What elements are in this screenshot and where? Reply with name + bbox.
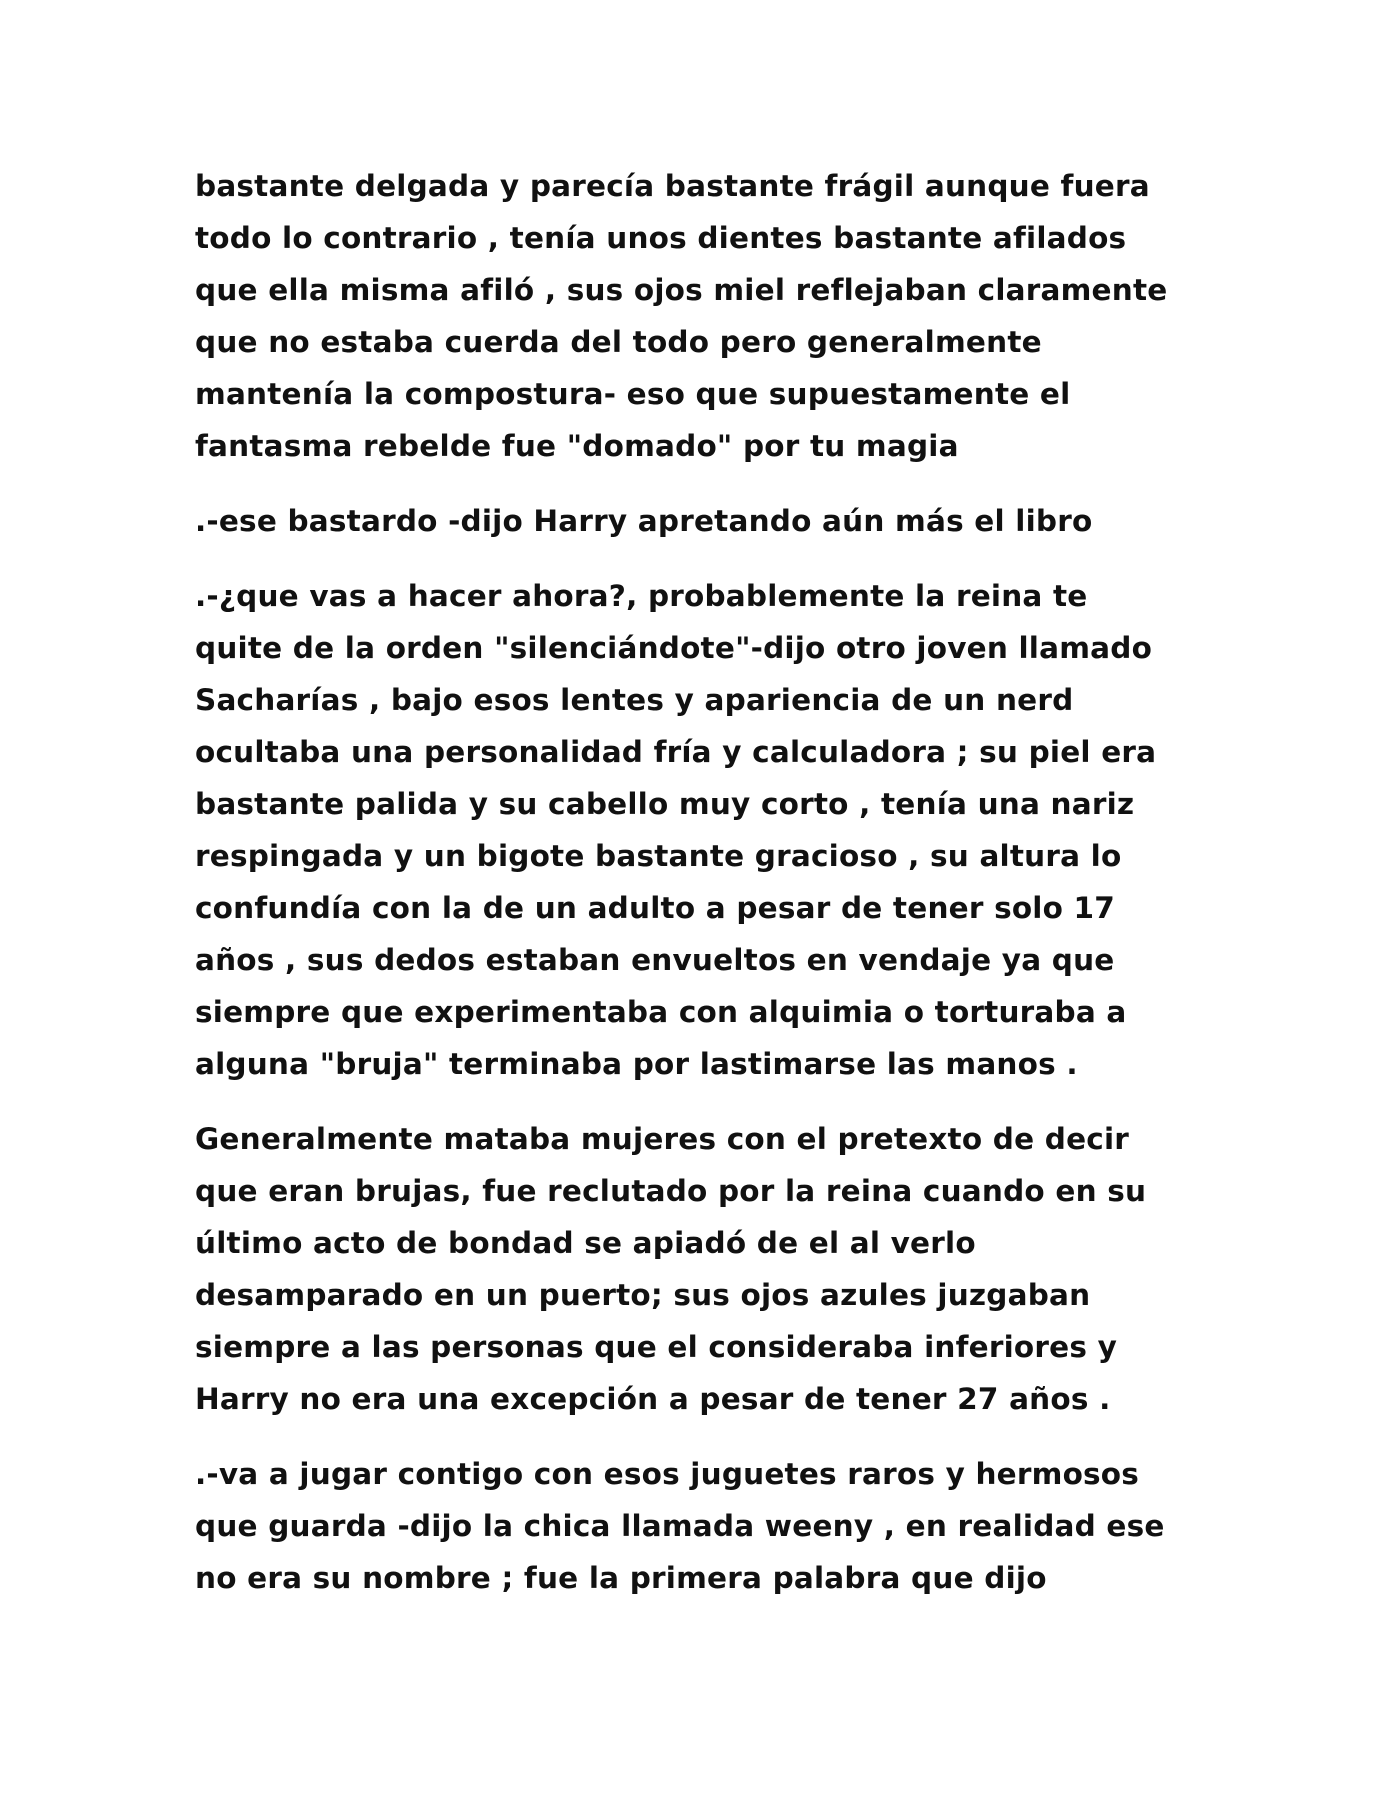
text-line: que ella misma afiló , sus ojos miel reflejaban claramente [195,273,1168,307]
text-line: .-¿que vas a hacer ahora?, probablemente la reina te [195,579,1088,613]
text-line: Harry no era una excepción a pesar de tener 27 años . [195,1382,1111,1416]
text-line: .-ese bastardo -dijo Harry apretando aún más el libro [195,504,1093,538]
text-line: bastante palida y su cabello muy corto , tenía una nariz [195,787,1135,821]
text-line: bastante delgada y parecía bastante frágil aunque fuera [195,169,1150,203]
text-line: desamparado en un puerto; sus ojos azules juzgaban [195,1278,1091,1312]
text-line: que eran brujas, fue reclutado por la reina cuando en su [195,1174,1147,1208]
text-line: que guarda -dijo la chica llamada weeny , en realidad ese [195,1509,1165,1543]
paragraph-5 [195,1448,1235,1604]
paragraph-2 [195,495,1235,547]
text-line: no era su nombre ; fue la primera palabra que dijo [195,1561,1047,1595]
text-line: mantenía la compostura- eso que supuestamente el [195,377,1071,411]
text-line: quite de la orden "silenciándote"-dijo otro joven llamado [195,631,1153,665]
text-line: último acto de bondad se apiadó de el al verlo [195,1226,976,1260]
text-line: confundía con la de un adulto a pesar de tener solo 17 [195,891,1115,925]
paragraph-1 [195,160,1235,472]
text-line: Generalmente mataba mujeres con el pretexto de decir [195,1122,1130,1156]
text-line: ocultaba una personalidad fría y calculadora ; su piel era [195,735,1157,769]
text-line: .-va a jugar contigo con esos juguetes raros y hermosos [195,1457,1140,1491]
text-line: que no estaba cuerda del todo pero generalmente [195,325,1042,359]
text-line: fantasma rebelde fue "domado" por tu magia [195,429,959,463]
text-line: años , sus dedos estaban envueltos en vendaje ya que [195,943,1115,977]
text-line: siempre a las personas que el consideraba inferiores y [195,1330,1118,1364]
text-line: alguna "bruja" terminaba por lastimarse las manos . [195,1047,1078,1081]
document-body [195,160,1235,1627]
paragraph-3 [195,570,1235,1090]
text-line: Sacharías , bajo esos lentes y apariencia de un nerd [195,683,1074,717]
text-line: siempre que experimentaba con alquimia o torturaba a [195,995,1127,1029]
text-line: todo lo contrario , tenía unos dientes bastante afilados [195,221,1127,255]
paragraph-4 [195,1113,1235,1425]
text-line: respingada y un bigote bastante gracioso , su altura lo [195,839,1122,873]
